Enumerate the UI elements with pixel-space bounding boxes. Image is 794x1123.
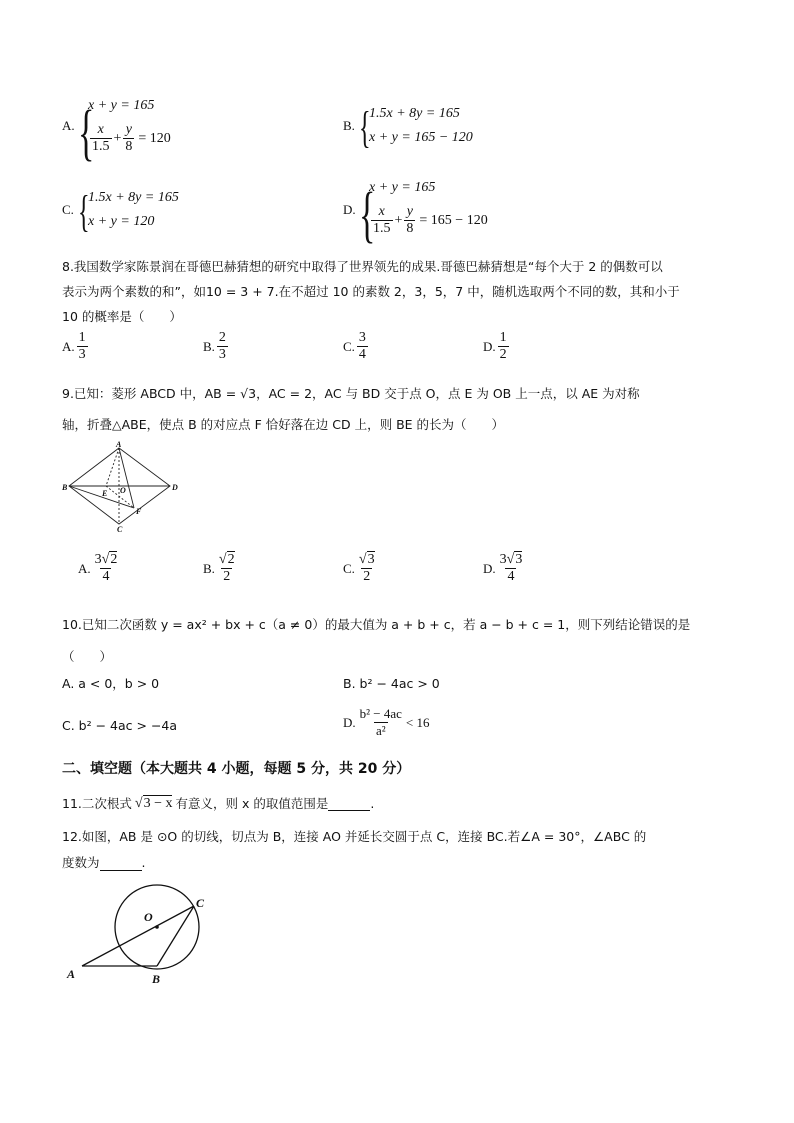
equation-1: x + y = 165 [88, 98, 155, 113]
q11-end: . [370, 796, 375, 811]
equation-1: 1.5x + 8y = 165 [369, 106, 460, 121]
brace-icon: { [359, 181, 376, 249]
frac-den: 1.5 [92, 139, 110, 154]
line-ac [82, 906, 194, 966]
q9-option-a [78, 552, 121, 585]
q12-line-2-end: . [141, 855, 146, 870]
q8-line-1: 8.我国数学家陈景润在哥德巴赫猜想的研究中取得了世界领先的成果.哥德巴赫猜想是“每个大于 2 的偶数可以 [62, 259, 663, 274]
frac-den: 8 [406, 221, 414, 236]
radical: √3 − x [134, 796, 173, 811]
rhs: < 16 [405, 714, 430, 730]
fraction: $\frac{√3}{2}$ [358, 552, 375, 584]
chord-bc [157, 906, 194, 966]
label-d: D [172, 483, 178, 492]
radicand: 3 − x [143, 796, 173, 811]
label-a: A [67, 967, 76, 981]
q8-option-a [62, 330, 90, 363]
option-label: A. [62, 118, 75, 133]
q8-option-b [203, 330, 230, 363]
frac-num: x [97, 122, 104, 137]
rhs: = 165 − 120 [419, 212, 488, 228]
option-label: B. [203, 338, 215, 354]
q11-text [62, 796, 374, 812]
label-c: C [196, 896, 205, 910]
option-label: C. [343, 560, 355, 576]
option-label: B. [343, 118, 355, 133]
q12-line-1: 12.如图，AB 是 ⊙O 的切线，切点为 B，连接 AO 并延长交圆于点 C，连接 BC.若∠A = 30°，∠ABC 的 [62, 829, 647, 844]
label-e: E [102, 489, 108, 498]
option-label: D. [483, 560, 496, 576]
fraction: $\frac{2}{3}$ [218, 330, 226, 362]
equation-2: x + y = 165 − 120 [369, 130, 473, 145]
circle-tangent-figure [62, 880, 212, 990]
fraction: $\frac{\text{b² − 4ac}}{\text{a²}}$ [359, 706, 402, 738]
section-title: 二、填空题（本大题共 4 小题，每题 5 分，共 20 分） [62, 761, 411, 777]
q9-line-1: 9.已知：菱形 ABCD 中，AB = √3，AC = 2，AC 与 BD 交于点 O，点 E 为 OB 上一点，以 AE 为对称 [62, 386, 640, 401]
fraction: $\frac{3√3}{4}$ [499, 552, 523, 584]
q9-option-b [203, 552, 239, 585]
q10-option-d [343, 706, 430, 739]
q8-option-c [343, 330, 370, 363]
option-label: B. [203, 560, 215, 576]
plus-sign: + [113, 130, 122, 146]
option-label: A. [78, 560, 91, 576]
segment-ae [106, 448, 119, 486]
label-o: O [120, 486, 126, 495]
equation-1: x + y = 165 [369, 180, 436, 195]
q10-option-b: B. b² − 4ac > 0 [343, 676, 440, 691]
q8-option-d [483, 330, 511, 363]
equation-2 [369, 204, 488, 237]
frac-num: x [378, 204, 385, 219]
frac-num: y [406, 204, 414, 219]
q10-line-1: 10.已知二次函数 y = ax² + bx + c（a ≠ 0）的最大值为 a + b + c，若 a − b + c = 1，则下列结论错误的是 [62, 617, 691, 632]
q7-option-c [62, 188, 322, 238]
option-label: D. [343, 714, 356, 730]
fraction: $\frac{3√2}{4}$ [94, 552, 118, 584]
option-label: C. [62, 202, 74, 217]
q9-option-d [483, 552, 526, 585]
fraction: $\frac{1}{2}$ [499, 330, 507, 362]
fraction: $\frac{3}{4}$ [358, 330, 366, 362]
frac-den: 1.5 [373, 221, 391, 236]
center-point [155, 925, 159, 929]
label-f: F [136, 507, 142, 516]
q8-line-2: 表示为两个素数的和”，如10 = 3 + 7.在不超过 10 的素数 2，3，5，7 中，随机选取两个不同的数，其和小于 [62, 284, 680, 299]
label-b: B [152, 972, 161, 986]
answer-blank[interactable] [328, 798, 370, 811]
q12-line-2 [62, 855, 146, 871]
plus-sign: + [394, 212, 403, 228]
q7-option-d [343, 178, 623, 249]
brace-icon: { [78, 99, 95, 167]
q7-option-b [343, 104, 603, 154]
equation-1: 1.5x + 8y = 165 [88, 190, 179, 205]
label-b: B [62, 483, 68, 492]
q11-suffix: 有意义，则 x 的取值范围是 [175, 796, 329, 811]
brace-icon: { [78, 187, 90, 236]
q11-prefix: 11.二次根式 [62, 796, 132, 811]
fraction: $\frac{√2}{2}$ [218, 552, 235, 584]
label-c: C [117, 525, 123, 532]
q9-option-c [343, 552, 379, 585]
option-label: A. [62, 338, 75, 354]
label-a: A [116, 440, 122, 449]
rhs: = 120 [138, 130, 171, 146]
frac-num: y [125, 122, 133, 137]
q12-line-2-prefix: 度数为 [62, 855, 100, 870]
equation-2 [88, 122, 171, 155]
brace-icon: { [359, 103, 371, 152]
option-label: C. [343, 338, 355, 354]
q10-line-2: （ ） [62, 649, 113, 664]
q7-option-a [62, 96, 322, 167]
rhombus-figure [62, 440, 182, 532]
q8-line-3: 10 的概率是（ ） [62, 309, 182, 324]
option-label: D. [483, 338, 496, 354]
option-label: D. [343, 202, 356, 217]
q9-line-2: 轴，折叠△ABE，使点 B 的对应点 F 恰好落在边 CD 上，则 BE 的长为（ ） [62, 417, 505, 432]
answer-blank[interactable] [100, 858, 142, 871]
equation-2: x + y = 120 [88, 214, 155, 229]
label-o: O [144, 910, 153, 924]
fraction: $\frac{1}{3}$ [78, 330, 86, 362]
q10-option-a: A. a < 0，b > 0 [62, 676, 160, 691]
q10-option-c: C. b² − 4ac > −4a [62, 718, 178, 733]
frac-den: 8 [125, 139, 133, 154]
